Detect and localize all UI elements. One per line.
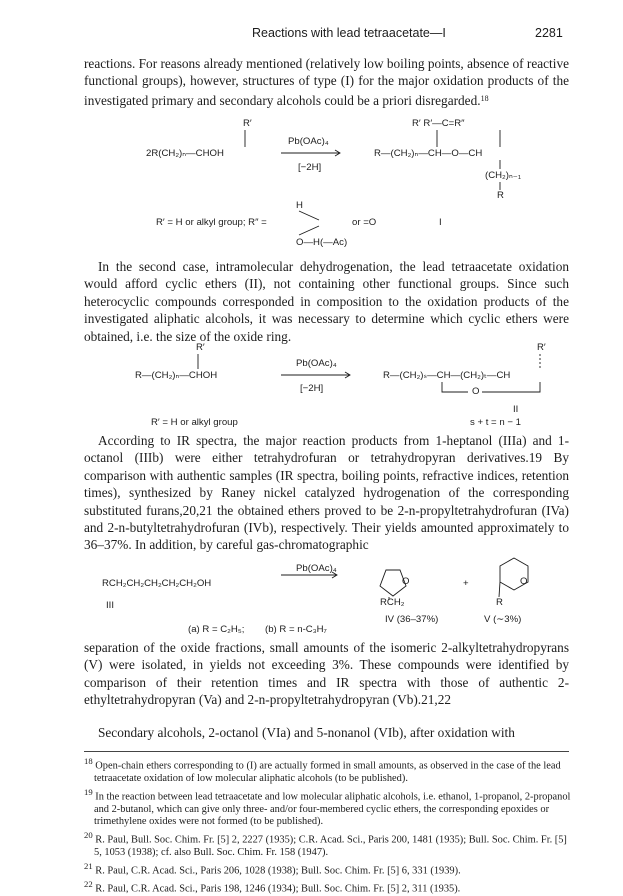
footnote-ref-18: 18 [480, 93, 489, 103]
scheme2-ring-left [442, 382, 468, 392]
scheme1-def-or: or =O [352, 217, 377, 228]
paragraph-5-text: Secondary alcohols, 2-octanol (VIa) and 5-nonanol (VIb), after oxidation with [98, 725, 515, 740]
paragraph-2-text: In the second case, intramolecular dehydrogenation, the lead tetraacetate oxidation would afford cyclic ethers (II), not containing other functional groups. Since such heterocyclic compounds corresponded in composition to the oxidation products of the investigated aliphatic alcohols, it was necessary to determine which cyclic ethers were obtained, i.e. the size of the oxide ring. [84, 259, 569, 344]
scheme3-substituent-a: (a) R = C₂H₅; [188, 624, 245, 635]
paragraph-4-text: separation of the oxide fractions, small amounts of the isomeric 2-alkyltetrahydropyrans (V) were isolated, in yields not exceeding 3%. These compounds were identified by comparison of their retention times and IR spectra with those of authentic 2-ethyltetrahydropyran (Va) and 2-n-propyltetrahydropyran (Vb).21,22 [84, 640, 569, 708]
scheme3-ring1-substituent: RCH₂ [380, 597, 405, 608]
scheme1-reactant: 2R(CH₂)ₙ—CHOH [146, 148, 224, 159]
scheme2-product: R—(CH₂)ₛ—CH—(CH₂)ₜ—CH [383, 370, 511, 381]
scheme3-thp-ring [500, 558, 528, 590]
footnote-18: $^{18}$ Open-chain ethers corresponding to (I) are actually formed in small amounts, as observed in the case of the lead tetraacetate oxidation of low molecular aliphatic alcohols (to be published). [84, 756, 561, 785]
scheme3-plus: + [463, 578, 469, 589]
paragraph-3-text: According to IR spectra, the major reaction products from 1-heptanol (IIIa) and 1-octanol (IIIb) were either tetrahydrofuran or tetrahydropyran derivatives.19 By comparison with authentic samples (IR spectra, boiling points, refractive indices, retention times), synthesized by Raney nickel catalyzed hydrogenation of the corresponding substituted furans,20,21 the obtained ethers proved to be 2-n-propyltetrahydrofuran (IVa) and 2-n-butyltetrahydrofuran (IVb), respectively. Their yields amounted approximately to 36–37%. In addition, by careful gas-chromatographic [84, 433, 569, 553]
scheme2-compound-label: II [513, 404, 519, 415]
scheme2-r-prime: R′ [196, 342, 205, 353]
scheme3-reactant-label: III [106, 600, 114, 611]
scheme3-ring1-oxygen: O [402, 576, 410, 587]
scheme2-ring-right [482, 382, 540, 392]
scheme2-product-o: O [472, 386, 480, 397]
scheme2-relation: s + t = n − 1 [470, 417, 521, 428]
scheme2-reactant: R—(CH₂)ₙ—CHOH [135, 370, 218, 381]
scheme1-r-prime: R′ [243, 118, 252, 129]
scheme1-bond-def-h [299, 211, 319, 220]
footnote-22: $^{22}$ R. Paul, C.R. Acad. Sci., Paris 198, 1246 (1934); Bull. Soc. Chim. Fr. [5] 2, 311 (1935). [84, 878, 461, 895]
scheme3-reagent: Pb(OAc)₄ [296, 563, 337, 574]
running-title: Reactions with lead tetraacetate—I [252, 26, 446, 40]
scheme1-def-oh: O—H(—Ac) [296, 237, 348, 248]
scheme3-thp-substituent-bond [499, 582, 500, 597]
scheme1-bond-def-oh [299, 226, 319, 235]
scheme2-condition: [−2H] [300, 383, 324, 394]
scheme3-thf-ring [380, 570, 406, 596]
scheme3-substituent-b: (b) R = n-C₃H₇ [265, 624, 327, 635]
scheme3-ring2-substituent: R [496, 597, 503, 608]
page-number: 2281 [535, 26, 563, 40]
scheme1-definition: R′ = H or alkyl group; R″ = [156, 217, 267, 228]
scheme1-product-r: R [497, 190, 504, 201]
scheme1-reagent: Pb(OAc)₄ [288, 136, 329, 147]
footnote-21: $^{21}$ R. Paul, C.R. Acad. Sci., Paris 206, 1028 (1938); Bull. Soc. Chim. Fr. [5] 6, 331 (1939). [84, 860, 461, 877]
scheme1-product-top: R′ R′—C=R″ [412, 118, 465, 129]
scheme1-product: R—(CH₂)ₙ—CH—O—CH [374, 148, 483, 159]
scheme2-definition: R′ = H or alkyl group [151, 417, 238, 428]
footnote-19: $^{19}$ In the reaction between lead tetraacetate and low molecular aliphatic alcohols, i.e. ethanol, 1-propanol, 2-propanol and 2-butanol, which can give only three- and/or four-membered cyclic ethers, the corresponding epoxides or trimethylene oxides were not formed (to be published). [84, 786, 571, 828]
scheme3-reactant: RCH₂CH₂CH₂CH₂CH₂OH [102, 578, 212, 589]
paragraph-1-text: reactions. For reasons already mentioned (relatively low boiling points, absence of reactive functional groups), however, structures of type (I) for the major oxidation products of the investigated primary and secondary alcohols could be a priori disregarded. [84, 56, 569, 108]
footnote-20: $^{20}$ R. Paul, Bull. Soc. Chim. Fr. [5] 2, 2227 (1935); C.R. Acad. Sci., Paris 200, 1481 (1935); Bull. Soc. Chim. Fr. [5] 5, 1053 (1938); cf. also Bull. Soc. Chim. Fr. 158 (1947). [84, 829, 567, 858]
scheme3-label-iv: IV (36–37%) [385, 614, 439, 625]
scheme1-def-h: H [296, 200, 303, 211]
scheme2-product-r-prime: R′ [537, 342, 546, 353]
scheme1-product-sub: (CH₂)ₙ₋₁ [485, 170, 522, 181]
scheme3-label-v: V (∼3%) [484, 614, 522, 625]
scheme3-ring2-oxygen: O [520, 576, 528, 587]
scheme1-condition: [−2H] [298, 162, 322, 173]
scheme2-reagent: Pb(OAc)₄ [296, 358, 337, 369]
scheme1-compound-label: I [439, 217, 442, 228]
